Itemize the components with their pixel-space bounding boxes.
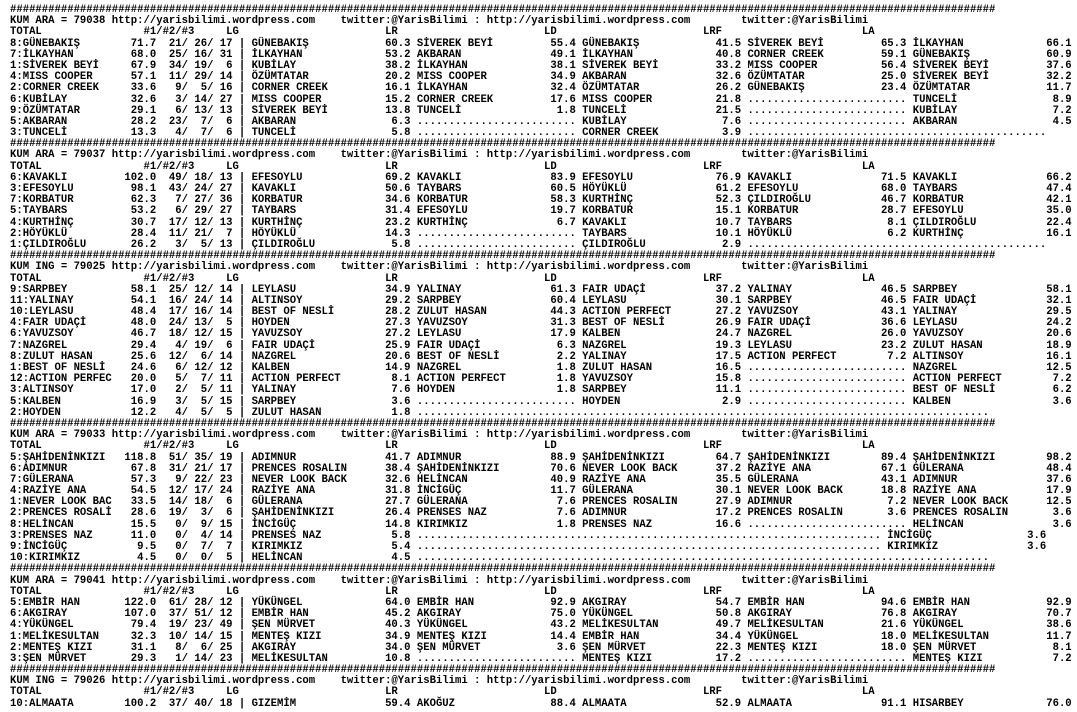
data-row: 6:ADIMNUR 67.8 31/ 21/ 17 | PRENCES ROSALIN 38.4 ŞAHİDENİNKIZI 70.6 NEVER LOOK BACK 37.2 RAZİYE ANA 67.1 GÜLERANA 48.4 [10, 462, 1072, 475]
data-row: 2:MENTEŞ KIZI 31.1 8/ 6/ 25 | AKGIRAY 34.0 ŞEN MÜRVET 3.6 ŞEN MÜRVET 22.3 MENTEŞ KIZI 18.0 ŞEN MÜRVET 8.1 [10, 641, 1072, 654]
data-row: 2:CORNER CREEK 33.6 9/ 5/ 16 | CORNER CREEK 16.1 İLKAYHAN 32.4 ÖZÜMTATAR 26.2 GÜNEBAKIŞ 23.4 ÖZÜMTATAR 11.7 [10, 82, 1072, 95]
data-row: 10:ALMAATA 100.2 37/ 40/ 18 | GIZEMİM 59.4 AKOĞUZ 88.4 ALMAATA 52.9 ALMAATA 91.1 HISARBEY 76.0 [10, 697, 1072, 710]
data-row: 6:YAVUZSOY 46.7 18/ 12/ 15 | YAVUZSOY 27.2 LEYLASU 17.9 KALBEN 24.7 NAZGREL 26.0 YAVUZSOY 20.6 [10, 328, 1072, 341]
data-row: 5:AKBARAN 28.2 23/ 7/ 6 | AKBARAN 6.3 ......................... KUBİLAY 7.6 ......................... AKBARAN 4.5 [10, 115, 1072, 128]
data-row: 7:İLKAYHAN 68.0 25/ 16/ 31 | İLKAYHAN 53.2 AKBARAN 49.1 İLKAYHAN 40.8 CORNER CREEK 59.1 GÜNEBAKIŞ 60.9 [10, 48, 1072, 61]
data-row: 3:PRENSES NAZ 11.0 0/ 4/ 14 | PRENSES NAZ 5.8 ......................................................................... İNCİGÜÇ 3.6 [10, 529, 1047, 542]
column-header: TOTAL #1/#2/#3 LG LR LD LRF LA [10, 686, 875, 699]
data-row: 9:SARPBEY 58.1 25/ 12/ 14 | LEYLASU 34.9 YALINAY 61.3 FAIR UDAÇİ 37.2 YALINAY 46.5 SARPBEY 58.1 [10, 283, 1072, 296]
data-row: 6:KAVAKLI 102.0 49/ 18/ 13 | EFESOYLU 69.2 KAVAKLI 83.9 EFESOYLU 76.9 KAVAKLI 71.5 KAVAKLI 66.2 [10, 171, 1072, 184]
data-row: 1:SİVEREK BEYİ 67.9 34/ 19/ 6 | KUBİLAY 38.2 İLKAYHAN 38.1 SİVEREK BEYİ 33.2 MISS COOPER 56.4 SİVEREK BEYİ 37.6 [10, 59, 1072, 72]
data-row: 1:MELİKESULTAN 32.3 10/ 14/ 15 | MENTEŞ KIZI 34.9 MENTEŞ KIZI 14.4 EMBİR HAN 34.4 YÜKÜNGEL 18.0 MELİKESULTAN 11.7 [10, 630, 1072, 643]
column-header: TOTAL #1/#2/#3 LG LR LD LRF LA [10, 585, 875, 598]
data-row: 6:KUBİLAY 32.6 3/ 14/ 27 | MISS COOPER 15.2 CORNER CREEK 17.6 MISS COOPER 21.8 ......................... TUNCELİ 8.9 [10, 93, 1072, 106]
data-row: 3:TUNCELİ 13.3 4/ 7/ 6 | TUNCELİ 5.8 ......................... CORNER CREEK 3.9 ............................................... [10, 127, 1047, 140]
race-header: KUM ARA = 79037 http://yarisbilimi.wordpress.com twitter:@YarisBilimi : http://yarisbilimi.wordpress.com twitter:@YarisBilimi [10, 149, 869, 162]
data-row: 9:İNCİGÜÇ 9.5 0/ 7/ 7 | KIRIMKIZ 5.4 ......................................................................... KIRIMKIZ 3.6 [10, 541, 1047, 553]
data-row: 4:YÜKÜNGEL 79.4 19/ 23/ 49 | ŞEN MÜRVET 40.3 YÜKÜNGEL 43.2 MELİKESULTAN 49.7 MELİKESULTAN 21.6 YÜKÜNGEL 38.6 [10, 619, 1072, 632]
data-row: 4:RAZİYE ANA 54.5 12/ 17/ 24 | RAZİYE ANA 31.8 İNCİGÜÇ 11.7 GÜLERANA 30.1 NEVER LOOK BACK 18.8 RAZİYE ANA 17.9 [10, 485, 1072, 498]
race-header: KUM ARA = 79038 http://yarisbilimi.wordpress.com twitter:@YarisBilimi : http://yarisbilimi.wordpress.com twitter:@YarisBilimi [10, 15, 869, 28]
column-header: TOTAL #1/#2/#3 LG LR LD LRF LA [10, 272, 875, 285]
data-row: 4:KURTHİNÇ 30.7 17/ 12/ 13 | KURTHİNÇ 23.2 KURTHİNÇ 6.7 KAVAKLI 10.7 TAYBARS 8.1 ÇILDIROĞLU 22.4 [10, 216, 1072, 229]
data-row: 2:HÖYÜKLÜ 28.4 11/ 21/ 7 | HÖYÜKLÜ 14.3 ......................... TAYBARS 10.1 HÖYÜKLÜ 6.2 KURTHİNÇ 16.1 [10, 227, 1072, 240]
data-row: 4:MISS COOPER 57.1 11/ 29/ 14 | ÖZÜMTATAR 20.2 MISS COOPER 34.9 AKBARAN 32.6 ÖZÜMTATAR 25.0 SİVEREK BEYİ 32.2 [10, 71, 1072, 84]
data-row: 1:NEVER LOOK BAC 33.5 14/ 18/ 6 | GÜLERANA 27.7 GÜLERANA 7.6 PRENCES ROSALIN 27.9 ADIMNUR 7.2 NEVER LOOK BACK 12.5 [10, 496, 1072, 509]
data-row: 7:GÜLERANA 57.3 9/ 22/ 23 | NEVER LOOK BACK 32.6 HELİNCAN 40.9 RAZİYE ANA 35.5 GÜLERANA 43.1 ADIMNUR 37.6 [10, 473, 1072, 486]
data-row: 5:ŞAHİDENİNKIZI 118.8 51/ 35/ 19 | ADIMNUR 41.7 ADIMNUR 88.9 ŞAHİDENİNKIZI 64.7 ŞAHİDENİNKIZI 89.4 ŞAHİDENİNKIZI 98.2 [10, 451, 1072, 464]
separator-line: ########################################################################################################################################################### [10, 4, 996, 16]
column-header: TOTAL #1/#2/#3 LG LR LD LRF LA [10, 26, 875, 39]
data-row: 3:ŞEN MÜRVET 29.3 1/ 14/ 23 | MELİKESULTAN 10.8 ......................... MENTEŞ KIZI 17.2 ......................... MENTEŞ KIZI 7.2 [10, 652, 1072, 665]
column-header: TOTAL #1/#2/#3 LG LR LD LRF LA [10, 440, 875, 453]
data-row: 1:BEST OF NESLİ 24.6 6/ 12/ 12 | KALBEN 14.9 NAZGREL 1.8 ZULUT HASAN 16.5 ......................... NAZGREL 12.5 [10, 362, 1072, 374]
separator-line: ########################################################################################################################################################### [10, 138, 996, 151]
data-row: 7:NAZGREL 29.4 4/ 19/ 6 | FAIR UDAÇİ 25.9 FAIR UDAÇİ 6.3 NAZGREL 19.3 LEYLASU 23.2 ZULUT HASAN 18.9 [10, 339, 1072, 352]
data-row: 10:KIRIMKIZ 4.5 0/ 0/ 5 | HELİNCAN 4.5 .......................................................................................... [10, 552, 990, 565]
data-row: 10:LEYLASU 48.4 17/ 16/ 14 | BEST OF NESLİ 28.2 ZULUT HASAN 44.3 ACTION PERFECT 27.2 YAVUZSOY 43.1 YALINAY 29.5 [10, 306, 1072, 319]
race-header: KUM ING = 79026 http://yarisbilimi.wordpress.com twitter:@YarisBilimi : http://yarisbilimi.wordpress.com twitter:@YarisBilimi [10, 675, 869, 688]
data-row: 3:ALTINSOY 17.0 2/ 5/ 11 | YALINAY 7.6 HOYDEN 1.8 SARPBEY 11.1 ......................... BEST OF NESLİ 6.2 [10, 384, 1072, 397]
race-header: KUM ARA = 79041 http://yarisbilimi.wordpress.com twitter:@YarisBilimi : http://yarisbilimi.wordpress.com twitter:@YarisBilimi [10, 574, 869, 587]
data-row: 12:ACTION PERFEC 20.0 5/ 7/ 11 | ACTION PERFECT 8.1 ACTION PERFECT 1.8 YAVUZSOY 15.8 ......................... ACTION PERFECT 7.2 [10, 373, 1072, 386]
data-row: 2:PRENCES ROSALİ 28.6 19/ 3/ 6 | ŞAHİDENİNKIZI 26.4 PRENSES NAZ 7.6 ADIMNUR 17.2 PRENCES ROSALIN 3.6 PRENCES ROSALIN 3.6 [10, 507, 1072, 520]
data-row: 5:EMBİR HAN 122.0 61/ 28/ 12 | YÜKÜNGEL 64.0 EMBİR HAN 92.9 AKGIRAY 54.7 EMBİR HAN 94.6 EMBİR HAN 92.9 [10, 596, 1072, 609]
data-row: 8:HELİNCAN 15.5 0/ 9/ 15 | İNCİGÜÇ 14.8 KIRIMKIZ 1.8 PRENSES NAZ 16.6 ......................... HELİNCAN 3.6 [10, 518, 1072, 531]
race-header: KUM ARA = 79033 http://yarisbilimi.wordpress.com twitter:@YarisBilimi : http://yarisbilimi.wordpress.com twitter:@YarisBilimi [10, 429, 869, 442]
data-row: 8:ZULUT HASAN 25.6 12/ 6/ 14 | NAZGREL 20.6 BEST OF NESLİ 2.2 YALINAY 17.5 ACTION PERFECT 7.2 ALTINSOY 16.1 [10, 350, 1072, 363]
data-row: 4:FAIR UDAÇİ 48.0 24/ 13/ 5 | HOYDEN 27.3 YAVUZSOY 31.3 BEST OF NESLİ 26.9 FAIR UDAÇİ 36.6 LEYLASU 24.2 [10, 317, 1072, 330]
separator-line: ########################################################################################################################################################### [10, 417, 996, 430]
race-header: KUM ING = 79025 http://yarisbilimi.wordpress.com twitter:@YarisBilimi : http://yarisbilimi.wordpress.com twitter:@YarisBilimi [10, 261, 869, 274]
data-row: 3:EFESOYLU 98.1 43/ 24/ 27 | KAVAKLI 50.6 TAYBARS 60.5 HÖYÜKLÜ 61.2 EFESOYLU 68.0 TAYBARS 47.4 [10, 183, 1072, 195]
column-header: TOTAL #1/#2/#3 LG LR LD LRF LA [10, 160, 875, 173]
separator-line: ########################################################################################################################################################### [10, 563, 996, 576]
separator-line: ########################################################################################################################################################### [10, 664, 996, 677]
data-row: 11:YALINAY 54.1 16/ 24/ 14 | ALTINSOY 29.2 SARPBEY 60.4 LEYLASU 30.1 SARPBEY 46.5 FAIR UDAÇİ 32.1 [10, 294, 1072, 307]
data-row: 8:GÜNEBAKIŞ 71.7 21/ 26/ 17 | GÜNEBAKIŞ 60.3 SİVEREK BEYİ 55.4 GÜNEBAKIŞ 41.5 SİVEREK BEYİ 65.3 İLKAYHAN 66.1 [10, 37, 1072, 50]
data-row: 6:AKGIRAY 107.0 37/ 51/ 12 | EMBİR HAN 45.2 AKGIRAY 75.0 YÜKÜNGEL 50.8 AKGIRAY 76.8 AKGIRAY 70.7 [10, 608, 1072, 621]
data-row: 9:ÖZÜMTATAR 29.1 6/ 13/ 13 | SİVEREK BEYİ 13.8 TUNCELİ 1.8 TUNCELİ 21.5 ......................... KUBİLAY 7.2 [10, 104, 1072, 117]
separator-line: ########################################################################################################################################################### [10, 250, 996, 263]
data-row: 2:HOYDEN 12.2 4/ 5/ 5 | ZULUT HASAN 1.8 .......................................................................................... [10, 406, 990, 419]
data-row: 5:TAYBARS 53.2 6/ 29/ 27 | TAYBARS 31.4 EFESOYLU 19.7 KORBATUR 15.1 KORBATUR 28.7 EFESOYLU 35.0 [10, 205, 1072, 218]
data-row: 1:ÇILDIROĞLU 26.2 3/ 5/ 13 | ÇILDIROĞLU 5.8 ......................... ÇILDIROĞLU 2.9 ............................................... [10, 238, 1047, 251]
data-row: 7:KORBATUR 62.3 7/ 27/ 36 | KORBATUR 34.6 KORBATUR 58.3 KURTHİNÇ 52.3 ÇILDIROĞLU 46.7 KORBATUR 42.1 [10, 194, 1072, 207]
data-row: 5:KALBEN 16.9 3/ 5/ 15 | SARPBEY 3.6 ......................... HOYDEN 2.9 ......................... KALBEN 3.6 [10, 395, 1072, 408]
